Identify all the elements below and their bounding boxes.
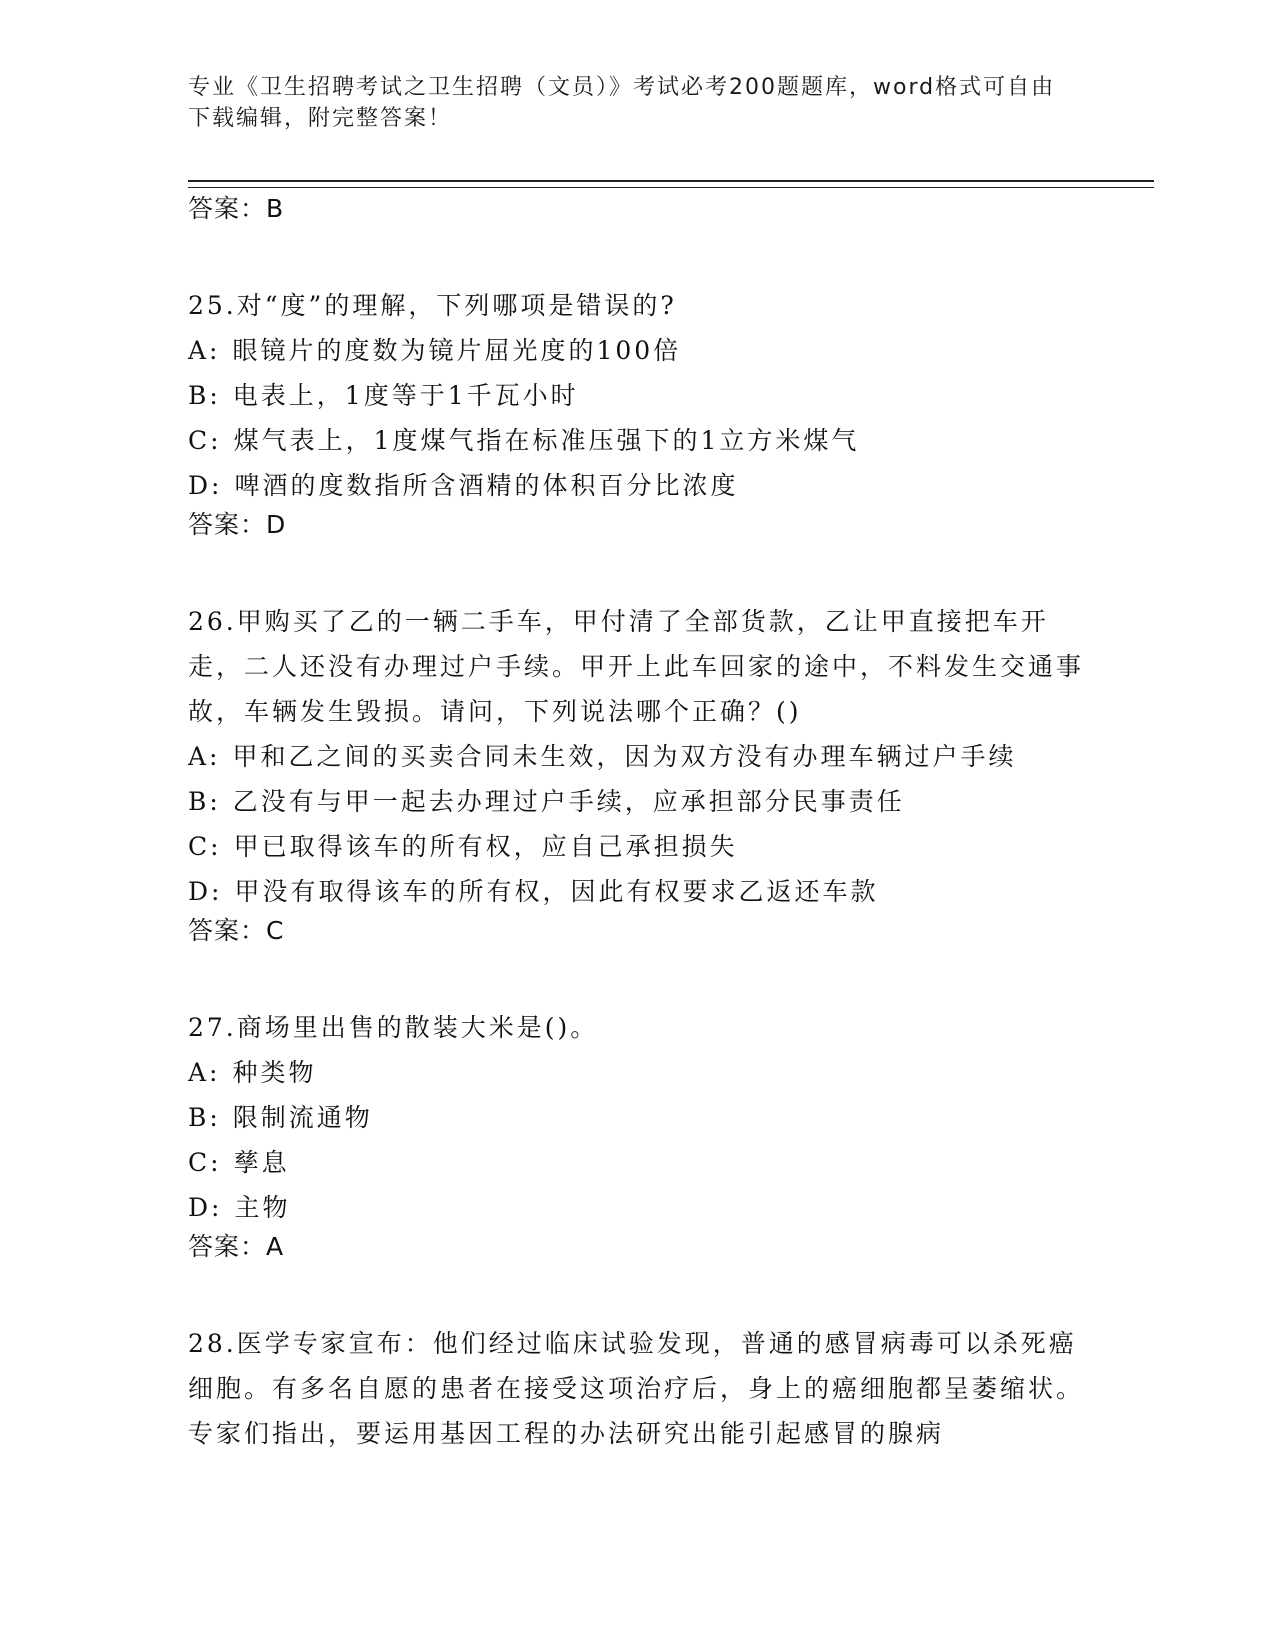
option-letter: D:: [188, 877, 223, 906]
option-letter: D:: [188, 471, 223, 500]
option-text: 啤酒的度数指所含酒精的体积百分比浓度: [234, 471, 739, 500]
question-26: [188, 599, 1088, 948]
question-25: [188, 283, 1088, 542]
answer-line: 答案：B: [188, 194, 285, 223]
header-text: 专业《卫生招聘考试之卫生招聘（文员）》考试必考200题题库，word格式可自由下载编辑，附完整答案！: [188, 75, 1056, 131]
option-d: [188, 1185, 1088, 1230]
document-header: [188, 72, 1068, 134]
question-stem: 26.甲购买了乙的一辆二手车，甲付清了全部货款，乙让甲直接把车开走，二人还没有办理过户手续。甲开上此车回家的途中，不料发生交通事故，车辆发生毁损。请问，下列说法哪个正确？(): [188, 607, 1085, 726]
answer-line: 答案：C: [188, 916, 285, 945]
option-d: [188, 463, 1088, 508]
option-letter: D:: [188, 1193, 223, 1222]
option-c: [188, 418, 1088, 463]
option-letter: A:: [188, 336, 221, 365]
question-stem: 28.医学专家宣布：他们经过临床试验发现，普通的感冒病毒可以杀死癌细胞。有多名自愿的患者在接受这项治疗后，身上的癌细胞都呈萎缩状。专家们指出，要运用基因工程的办法研究出能引起感冒的腺病: [188, 1329, 1085, 1448]
option-text: 甲已取得该车的所有权，应自己承担损失: [233, 832, 738, 861]
option-b: [188, 373, 1088, 418]
option-letter: B:: [188, 381, 221, 410]
option-letter: A:: [188, 742, 221, 771]
option-text: 种类物: [232, 1058, 317, 1087]
option-letter: B:: [188, 787, 221, 816]
question-27: [188, 1005, 1088, 1264]
option-text: 甲没有取得该车的所有权，因此有权要求乙返还车款: [234, 877, 879, 906]
answer-line: 答案：D: [188, 510, 287, 539]
question-stem: 27.商场里出售的散装大米是()。: [188, 1013, 599, 1042]
option-text: 电表上，1度等于1千瓦小时: [232, 381, 579, 410]
option-letter: B:: [188, 1103, 221, 1132]
header-divider: [188, 180, 1154, 188]
option-text: 煤气表上，1度煤气指在标准压强下的1立方米煤气: [233, 426, 860, 455]
option-d: [188, 869, 1088, 914]
option-text: 主物: [234, 1193, 291, 1222]
document-body: [188, 192, 1088, 1456]
option-letter: A:: [188, 1058, 221, 1087]
question-28: [188, 1321, 1088, 1456]
option-letter: C:: [188, 832, 222, 861]
option-a: [188, 328, 1088, 373]
option-text: 孳息: [233, 1148, 290, 1177]
option-a: [188, 734, 1088, 779]
option-letter: C:: [188, 1148, 222, 1177]
option-text: 甲和乙之间的买卖合同未生效，因为双方没有办理车辆过户手续: [232, 742, 1017, 771]
option-text: 眼镜片的度数为镜片屈光度的100倍: [232, 336, 682, 365]
option-b: [188, 779, 1088, 824]
option-letter: C:: [188, 426, 222, 455]
option-text: 乙没有与甲一起去办理过户手续，应承担部分民事责任: [232, 787, 905, 816]
option-c: [188, 824, 1088, 869]
question-stem: 25.对“度”的理解，下列哪项是错误的?: [188, 291, 677, 320]
answer-line: 答案：A: [188, 1232, 285, 1261]
option-c: [188, 1140, 1088, 1185]
option-a: [188, 1050, 1088, 1095]
option-text: 限制流通物: [232, 1103, 373, 1132]
option-b: [188, 1095, 1088, 1140]
